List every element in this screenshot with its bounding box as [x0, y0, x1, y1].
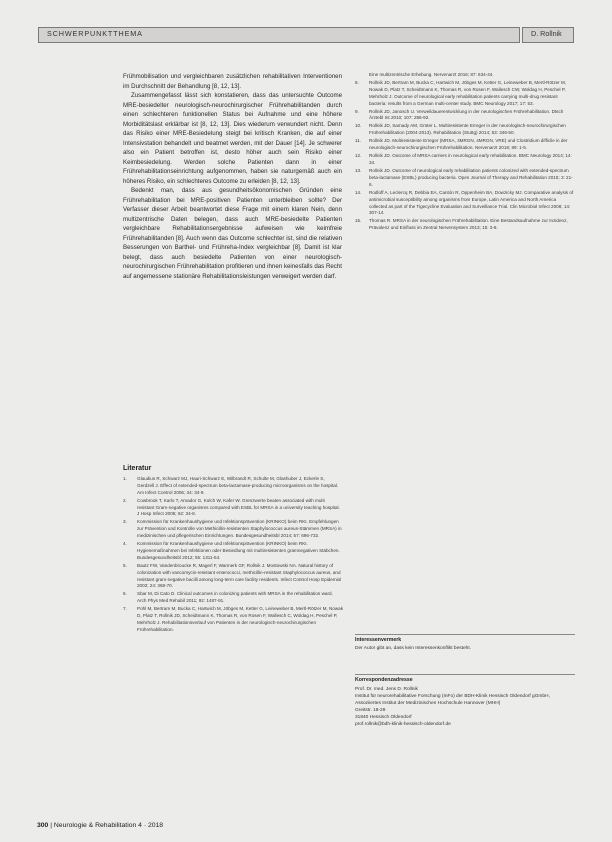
- reference-number: 2.: [123, 497, 127, 503]
- reference-number: 8.: [355, 80, 359, 86]
- reference-text: Cowbrook T, Karlo T, Amador G, Kolch W, Kafer W. Grenzwerte beaten associated with multi resistant Gram-negative organisms compared with ESBL for MRSA in a university teaching hospital. J Hosp Infect 2006; 62: 34-8.: [137, 497, 340, 517]
- reference-text: Rollnik JD, Janosch U. Verweildauerentwicklung in der neurologischen Frührehabilitation. Dtsch Ärztebl Int 2010; 107: 286-92.: [369, 108, 564, 121]
- correspondence-label: Korrespondenzadresse: [355, 677, 413, 683]
- page-footer: [37, 822, 163, 829]
- reference-number: 1.: [123, 476, 127, 481]
- reference-number: 15.: [355, 218, 362, 224]
- reference-text: Bautz FW, Vandenbroucke R, Magerl F, Warmerk GF, Rollnik J. Mostowski NA. Natural history of colonization with vancomycin-resistant enterococci, methicillin-resistant Staphylococcus aureus, and resistant gram-negative bacilli among long-term care facility residents. Infect Control Hosp Epidemiol 2003; 24: 368-70.: [137, 562, 342, 589]
- interest-text: Der Autor gibt an, dass kein Interessenkonflikt besteht.: [355, 646, 471, 651]
- interest-label: Interessenvermerk: [355, 637, 402, 643]
- author-header: [522, 27, 574, 43]
- reference-list-right: [355, 72, 575, 233]
- reference-text: Rodloff A, Leclercq R, Debbia EA, Cantón R, Oppenheim BA, Dowzicky MJ. Comparative analysis of antimicrobial susceptibility among organisms from Europe, Latin America and North America collected as part of the Tigecycline Evaluation and Surveillance Trial. Clin Microbiol Infect 2008; 14: 307-14.: [369, 189, 574, 216]
- reference-item: [355, 109, 575, 123]
- reference-number: 11.: [355, 138, 362, 144]
- section-title: SCHWERPUNKTTHEMA: [47, 29, 143, 38]
- reference-text: Kommission für Krankenhaushygiene und Infektionsprävention (KRINKO) beim RKI. Hygienemaßnahmen bei Infektionen oder Besiedlung mit multiresistenten gramnegativen Stäbchen. Bundesgesundheitsbl 2012; 55: 1311-54.: [137, 541, 340, 560]
- reference-number: 12.: [355, 153, 362, 159]
- reference-text: Eine multizentrische Erhebung. Nervenarzt 2016; 87: 634-44.: [369, 72, 494, 77]
- reference-text: Rollnik JD. Multiresistente Erreger (MRSA, 3MRGN, 4MRGN, VRE) und Clostridium difficile in der neurologisch-neurochirurgischen Frührehabilitation. Nervenarzt 2018; 89: 1-5.: [369, 138, 568, 151]
- reference-text: Glaudius R, Schwarz MJ, Hauri-Schwarz E, Wilbrandt R, Schulte M, Glashuber J, Eckerle S, Gerdzell J. Effect of extended-spectrum beta-lactamase-producing microorganisms on the hospital. Am Infect Control 2006; 34: 34-9.: [137, 476, 339, 495]
- reference-item: [355, 72, 575, 79]
- correspondence-line: Prof. Dr. med. Jens D. Rollnik: [355, 687, 418, 692]
- reference-text: Pohl M, Bertram M, Bucka C, Hartwich M, Jöbges M, Ketter G, Leineweber B, Mertl-Rötzer M, Nowak D, Platz T, Rollnik JD, Scheidtmann K, Thomas R, von Rosen F, Wallesch C, Woldag H, Peschel P, Mehrholz J. Rehabilitationsverlauf von Patienten in der neurologisch-neurochirurgischen Frührehabilitation.: [137, 606, 344, 632]
- reference-number: 6.: [123, 591, 127, 597]
- reference-item: [355, 168, 575, 189]
- reference-item: [355, 153, 575, 167]
- author-name: D. Rollnik: [531, 29, 562, 38]
- reference-item: [355, 80, 575, 107]
- reference-number: 5.: [123, 562, 127, 568]
- reference-list-left: [123, 476, 343, 635]
- interest-divider: [355, 634, 575, 635]
- page-number: 300: [37, 822, 49, 829]
- reference-number: 7.: [123, 606, 127, 612]
- reference-text: Kommission für Krankenhaushygiene und Infektionsprävention (KRINKO) beim RKI. Empfehlungen zur Prävention und Kontrolle von Methicillin-resistenten Staphylococcus aureus-Stämmen (MRSA) in medizinischen und pflegerischen Einrichtungen. Bundesgesundheitsbl 2014; 57: 696-732.: [137, 519, 342, 539]
- reference-number: 4.: [123, 541, 127, 547]
- reference-number: 14.: [355, 189, 362, 195]
- correspondence-line: 31840 Hessisch Oldendorf: [355, 715, 412, 720]
- literature-heading: Literatur: [123, 465, 152, 472]
- reference-item: [123, 563, 343, 590]
- section-header: [38, 27, 520, 43]
- correspondence-email: prof.rollnik@bdh-klinik-hessisch-oldendorf.de: [355, 722, 451, 727]
- body-paragraph: Frühmobilisation und vergleichbaren zusätzlichen rehabilitativen Interventionen im Durchschnitt der Behandlung [8, 12, 13].: [123, 73, 342, 90]
- reference-number: 10.: [355, 123, 362, 129]
- reference-item: [123, 591, 343, 605]
- reference-item: [123, 606, 343, 633]
- correspondence-divider: [355, 674, 575, 675]
- reference-text: Rollnik JD, Samady AM, Grüter L. Multiresistente Erreger in der neurologisch-neurochirurgischen Frührehabilitation (2004-2013). Rehabilitation (Stuttg) 2014; 53: 346-50.: [369, 123, 566, 136]
- reference-item: [355, 138, 575, 152]
- reference-text: Rollnik JD, Bertram M, Bucka C, Hartwich M, Jöbges M, Ketter G, Leineweber B, Mertl-Rötzer M, Nowak D, Platz T, Scheidtmann K, Thomas R, von Rosen F, Wallesch CW, Woldag H, Peschel P, Mehrholz J. Outcome of neurological early rehabilitation patients carrying multi-drug resistant bacteria: results from a German multi-center study. BMC Neurology 2017; 17: 53.: [369, 80, 567, 106]
- correspondence-address: [355, 686, 575, 728]
- reference-item: [123, 519, 343, 540]
- reference-number: 9.: [355, 108, 359, 114]
- reference-text: Rollnik JD. Outcome of MRSA carriers in neurological early rehabilitation. BMC Neurology 2014; 14: 34.: [369, 153, 572, 166]
- body-paragraph: Bedenkt man, dass aus gesundheitsökonomischen Gründen eine Frührehabilitation bei MRE-positiven Patienten unterbleiben sollte? Der Verfasser dieser Arbeit beantwortet diese Frage mit einem klaren Nein, denn multizentrische Daten belegen, dass auch MRE-besiedelte Patienten vergleichbare Rehabilitationsergebnisse aufweisen wie keimfreie Frührehabilitanden [8]. Auch wenn das Outcome schlechter ist, sind die relativen Besserungen von Barthel- und Frühreha-Index vergleichbar [8]. Damit ist klar belegt, dass auch besiedelte Patienten von einer neurologisch-neurochirurgischen Frührehabilitation profitieren und ihnen keinesfalls das Recht auf angemessene stationäre Rehabilitationsleistungen verweigert werden darf.: [123, 187, 342, 280]
- correspondence-line: Greitstr. 18-28: [355, 708, 386, 713]
- reference-text: Rollnik JD. Outcome of neurological early rehabilitation patients colonized with extended-spectrum beta-lactamase (ESBL) producing bacteria. Open Journal of Therapy and Rehabilitation 2015; 3: 21-6.: [369, 168, 573, 187]
- journal-name: Neurologie & Rehabilitation 4 · 2018: [53, 822, 164, 829]
- reference-text: Thomas R. MRSA in der neurologischen Frührehabilitation. Eine Bestandsaufnahme zur Inzidenz, Prävalenz und Einfluss im Zentral Nervensystem 2013; 15: 3-8.: [369, 218, 568, 231]
- reference-text: Sbar M, Di Cato D. Clinical outcomes in colonizing patients with MRSA in the rehabilitation ward. Arch Phys Med Rehabil 2011; 92: 1487-91.: [137, 591, 333, 604]
- reference-number: 13.: [355, 168, 362, 174]
- footer-separator: |: [50, 822, 54, 829]
- correspondence-line: Institut für neurorehabilitative Forschung (InFo) der BDH-Klinik Hessisch Oldendorf gGmbH, Assoziiertes Institut der Medizinischen Hochschule Hannover (MHH): [355, 694, 550, 706]
- body-column: [123, 72, 342, 281]
- reference-item: [123, 541, 343, 562]
- reference-item: [355, 123, 575, 137]
- reference-number: 3.: [123, 519, 127, 525]
- reference-item: [355, 218, 575, 232]
- reference-item: [123, 498, 343, 519]
- reference-item: [123, 476, 343, 497]
- body-paragraph: Zusammengefasst lässt sich konstatieren, dass das untersuchte Outcome MRE-besiedelter neurologisch-neurochirurgischer Frührehabilitanden durch einen schlechteren funktionellen Status bei Aufnahme und eine höhere Morbiditätslast erklärbar ist [8, 12, 13]. Dies wiederum verwundert nicht. Denn das Risiko einer MRE-Besiedelung steigt bei kritisch Kranken, die auf einer Intensivstation behandelt und beatmet werden, mit der Dauer [14]. Je schwerer also ein Patient betroffen ist, desto höher auch sein Risiko einer Keimbesiedelung. Werden solche Patienten dann in einer Frührehabilitationseinrichtung aufgenommen, haben sie naturgemäß auch ein höheres Risiko, ein schlechteres Outcome zu erleiden [8, 12, 13].: [123, 92, 342, 185]
- reference-item: [355, 190, 575, 217]
